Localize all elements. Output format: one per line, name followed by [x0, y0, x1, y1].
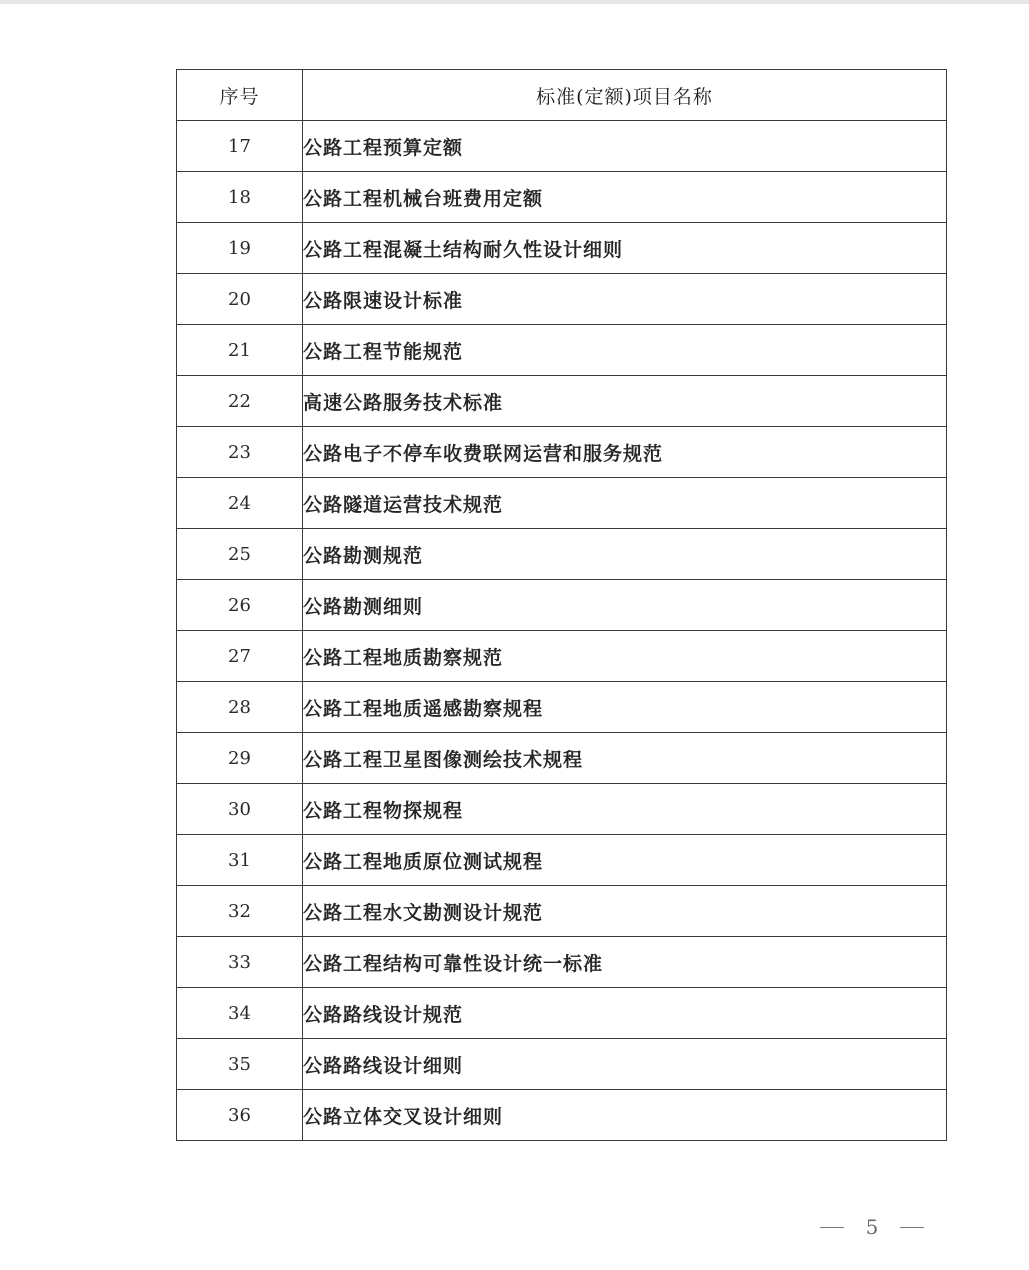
serial-number-cell: 33 — [177, 937, 303, 988]
project-name-cell: 公路路线设计细则 — [303, 1039, 947, 1090]
table-body — [177, 121, 947, 1141]
table-row — [177, 427, 947, 478]
page-top-edge — [0, 0, 1029, 4]
serial-number-cell: 24 — [177, 478, 303, 529]
serial-number-cell: 32 — [177, 886, 303, 937]
serial-number-cell: 36 — [177, 1090, 303, 1141]
serial-number-cell: 19 — [177, 223, 303, 274]
serial-number-cell: 17 — [177, 121, 303, 172]
table-row — [177, 580, 947, 631]
serial-number-cell: 31 — [177, 835, 303, 886]
table-header-row — [177, 70, 947, 121]
project-name-cell: 公路工程地质原位测试规程 — [303, 835, 947, 886]
table-row — [177, 886, 947, 937]
project-name-cell: 公路勘测规范 — [303, 529, 947, 580]
table-row — [177, 1090, 947, 1141]
project-name-cell: 公路勘测细则 — [303, 580, 947, 631]
table-row — [177, 325, 947, 376]
project-name-cell: 公路路线设计规范 — [303, 988, 947, 1039]
table-row — [177, 529, 947, 580]
project-name-cell: 公路工程地质遥感勘察规程 — [303, 682, 947, 733]
project-name-cell: 公路工程卫星图像测绘技术规程 — [303, 733, 947, 784]
table-row — [177, 631, 947, 682]
serial-number-cell: 28 — [177, 682, 303, 733]
serial-number-cell: 26 — [177, 580, 303, 631]
table-row — [177, 223, 947, 274]
project-name-cell: 公路立体交叉设计细则 — [303, 1090, 947, 1141]
serial-number-cell: 30 — [177, 784, 303, 835]
project-name-cell: 公路工程物探规程 — [303, 784, 947, 835]
page-footer — [820, 1212, 924, 1242]
project-name-cell: 公路限速设计标准 — [303, 274, 947, 325]
table-row — [177, 784, 947, 835]
project-name-cell: 公路工程机械台班费用定额 — [303, 172, 947, 223]
table-row — [177, 274, 947, 325]
table-row — [177, 733, 947, 784]
footer-dash-left — [820, 1227, 844, 1228]
table-row — [177, 478, 947, 529]
project-name-cell: 公路工程混凝土结构耐久性设计细则 — [303, 223, 947, 274]
table-row — [177, 682, 947, 733]
serial-number-cell: 22 — [177, 376, 303, 427]
table-row — [177, 121, 947, 172]
table-row — [177, 835, 947, 886]
serial-number-cell: 25 — [177, 529, 303, 580]
serial-number-cell: 18 — [177, 172, 303, 223]
table-row — [177, 988, 947, 1039]
serial-number-cell: 21 — [177, 325, 303, 376]
serial-number-cell: 34 — [177, 988, 303, 1039]
project-name-cell: 公路隧道运营技术规范 — [303, 478, 947, 529]
serial-number-cell: 29 — [177, 733, 303, 784]
project-name-cell: 公路工程水文勘测设计规范 — [303, 886, 947, 937]
project-name-cell: 公路工程结构可靠性设计统一标准 — [303, 937, 947, 988]
serial-number-cell: 20 — [177, 274, 303, 325]
project-name-cell: 公路工程节能规范 — [303, 325, 947, 376]
footer-dash-right — [900, 1227, 924, 1228]
header-project-name: 标准(定额)项目名称 — [303, 70, 947, 121]
page-number: 5 — [865, 1215, 879, 1239]
serial-number-cell: 35 — [177, 1039, 303, 1090]
table-row — [177, 937, 947, 988]
table-row — [177, 376, 947, 427]
standards-table — [176, 69, 947, 1141]
header-serial-number: 序号 — [177, 70, 303, 121]
project-name-cell: 高速公路服务技术标准 — [303, 376, 947, 427]
serial-number-cell: 27 — [177, 631, 303, 682]
table-row — [177, 1039, 947, 1090]
project-name-cell: 公路电子不停车收费联网运营和服务规范 — [303, 427, 947, 478]
project-name-cell: 公路工程预算定额 — [303, 121, 947, 172]
table-row — [177, 172, 947, 223]
project-name-cell: 公路工程地质勘察规范 — [303, 631, 947, 682]
serial-number-cell: 23 — [177, 427, 303, 478]
